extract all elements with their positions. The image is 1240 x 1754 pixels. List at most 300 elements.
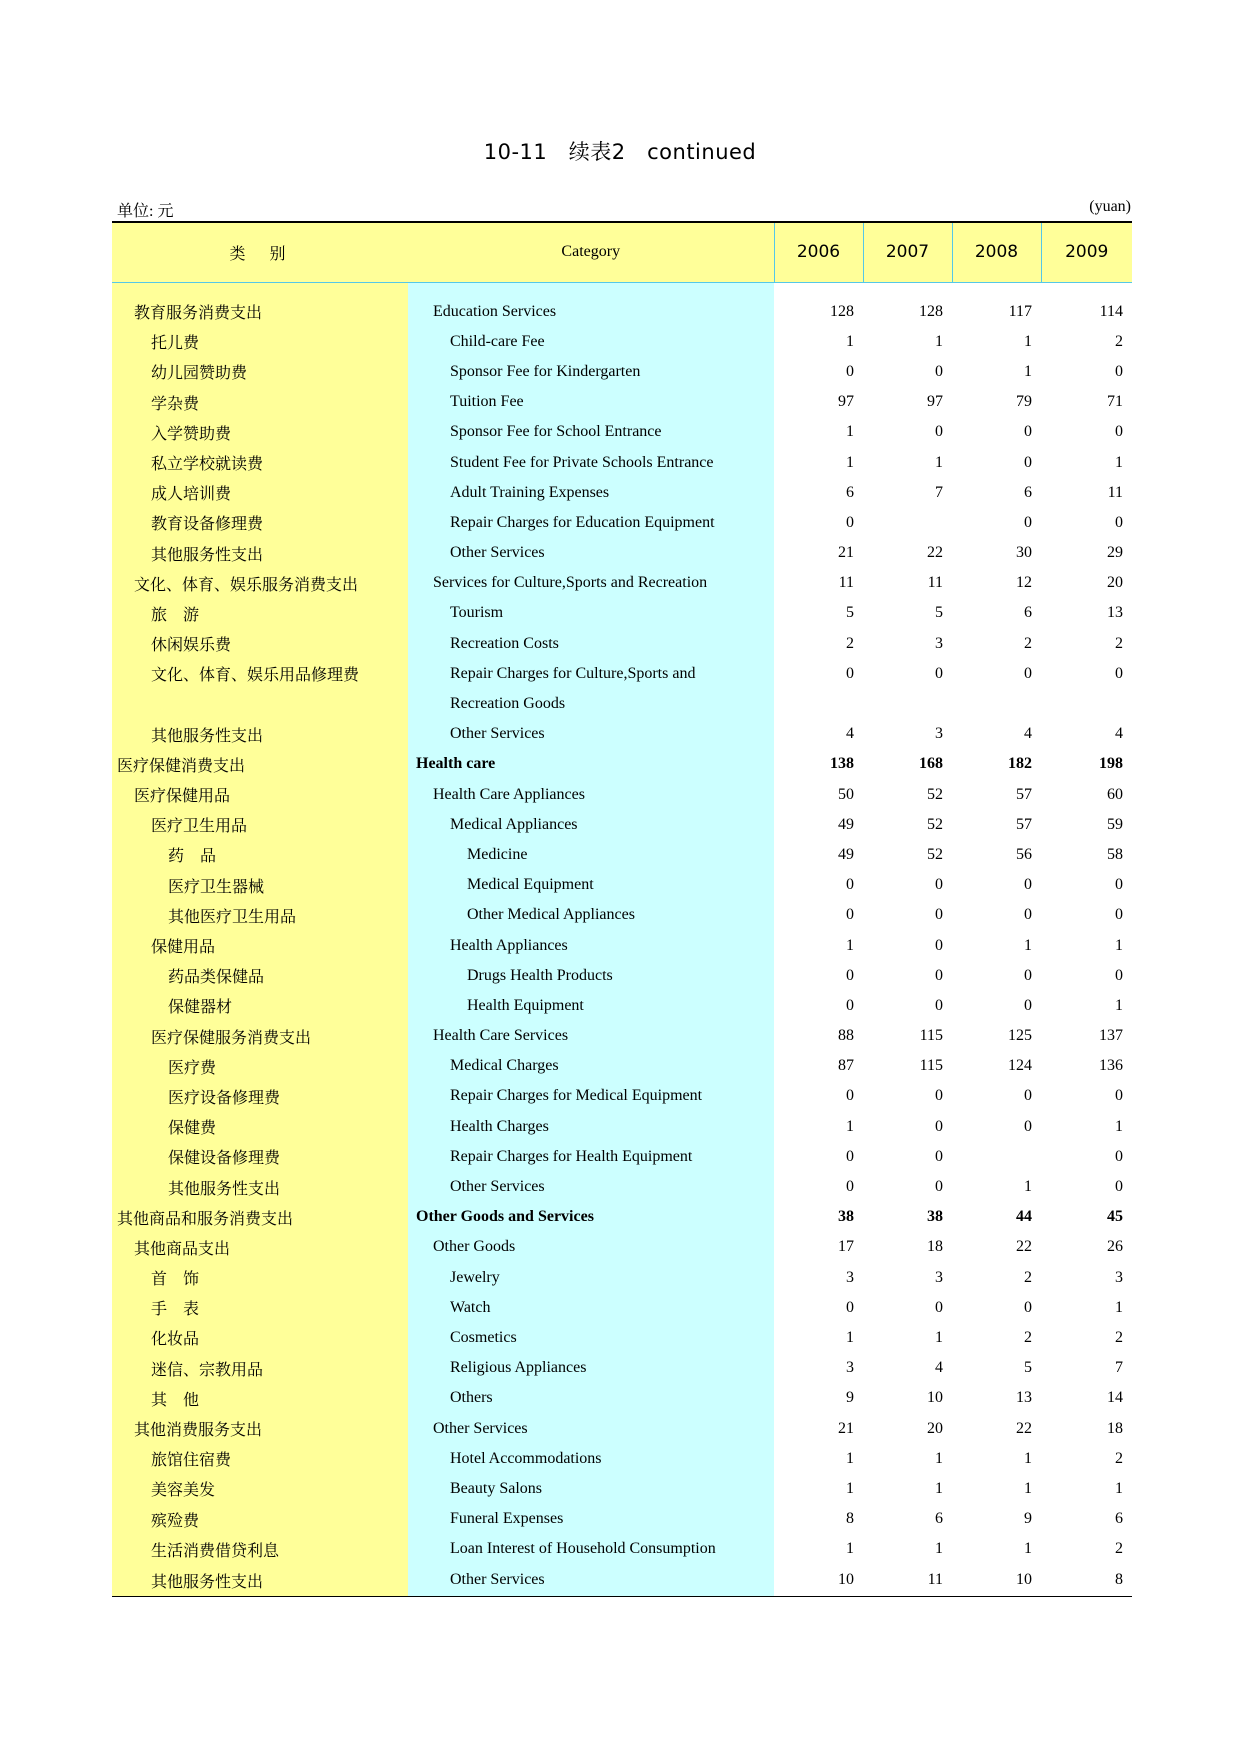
value-2008: 2 — [1024, 1328, 1032, 1346]
category-chinese: 其他商品支出 — [112, 1232, 408, 1262]
value-2009: 18 — [1107, 1419, 1123, 1437]
value-2006: 1 — [846, 1449, 854, 1467]
table-row — [112, 1202, 1132, 1232]
value-2007: 11 — [863, 1564, 952, 1597]
table-row — [112, 447, 1132, 477]
value-2009: 0 — [1115, 1147, 1123, 1165]
value-2007: 0 — [935, 966, 943, 984]
value-2006: 0 — [846, 1147, 854, 1165]
value-2006: 3 — [846, 1268, 854, 1286]
value-2006: 11 — [838, 574, 854, 592]
page-title: 10-11 续表2 continued — [483, 140, 757, 164]
value-2006: 0 — [846, 996, 854, 1014]
value-2008: 1 — [1024, 362, 1032, 380]
value-2009: 1 — [1115, 453, 1123, 471]
value-2009: 11 — [1107, 483, 1123, 501]
value-2007: 115 — [919, 1027, 943, 1045]
value-2006: 1 — [846, 936, 854, 954]
value-2009: 1 — [1115, 1298, 1123, 1316]
header-category-chinese: 类别 — [112, 222, 408, 282]
category-english: Education Services — [408, 297, 774, 327]
category-chinese: 手 表 — [112, 1293, 408, 1323]
table-row — [112, 1142, 1132, 1172]
value-2009: 2 — [1115, 1540, 1123, 1558]
category-english: Other Medical Appliances — [408, 900, 774, 930]
table-row — [112, 900, 1132, 930]
table-row — [112, 810, 1132, 840]
value-2006: 88 — [838, 1027, 854, 1045]
table-row — [112, 689, 1132, 719]
table-row — [112, 1534, 1132, 1564]
category-chinese: 幼儿园赞助费 — [112, 357, 408, 387]
value-2009: 4 — [1115, 725, 1123, 743]
value-2009 — [1041, 689, 1132, 719]
value-2007: 168 — [919, 755, 943, 773]
value-2006: 1 — [846, 1540, 854, 1558]
table-row — [112, 780, 1132, 810]
table-row — [112, 1444, 1132, 1474]
value-2007: 20 — [927, 1419, 943, 1437]
category-chinese: 其他服务性支出 — [112, 1564, 408, 1597]
value-2007: 1 — [935, 1479, 943, 1497]
value-2009: 0 — [1115, 876, 1123, 894]
category-english: Others — [408, 1383, 774, 1413]
category-chinese: 其他服务性支出 — [112, 719, 408, 749]
category-chinese: 其他医疗卫生用品 — [112, 900, 408, 930]
category-english: Services for Culture,Sports and Recreation — [408, 568, 774, 598]
value-2008: 0 — [1024, 423, 1032, 441]
value-2009: 2 — [1115, 634, 1123, 652]
table-row — [112, 961, 1132, 991]
category-chinese: 医疗保健用品 — [112, 780, 408, 810]
value-2008: 1 — [1024, 936, 1032, 954]
header-year-2009: 2009 — [1041, 222, 1132, 282]
table-row — [112, 1353, 1132, 1383]
table-row — [112, 327, 1132, 357]
table-row — [112, 749, 1132, 779]
category-english: Other Services — [408, 1413, 774, 1443]
category-english: Other Services — [408, 1172, 774, 1202]
category-chinese: 医疗保健服务消费支出 — [112, 1021, 408, 1051]
value-2007: 52 — [927, 845, 943, 863]
value-2006: 2 — [846, 634, 854, 652]
value-2007 — [863, 508, 952, 538]
category-english: Health Care Appliances — [408, 780, 774, 810]
value-2007: 0 — [935, 936, 943, 954]
value-2007: 115 — [919, 1057, 943, 1075]
value-2007: 0 — [935, 362, 943, 380]
table-row — [112, 297, 1132, 327]
value-2006: 9 — [846, 1389, 854, 1407]
value-2008: 5 — [1024, 1359, 1032, 1377]
value-2006: 1 — [846, 423, 854, 441]
category-chinese: 保健费 — [112, 1112, 408, 1142]
value-2007: 1 — [935, 453, 943, 471]
header-category-english: Category — [408, 222, 774, 282]
category-english: Health Equipment — [408, 991, 774, 1021]
category-chinese: 文化、体育、娱乐用品修理费 — [112, 659, 408, 689]
value-2009: 7 — [1115, 1359, 1123, 1377]
table-row — [112, 1232, 1132, 1262]
value-2008: 57 — [1016, 785, 1032, 803]
value-2007: 0 — [935, 1117, 943, 1135]
value-2007: 0 — [935, 423, 943, 441]
value-2006: 87 — [838, 1057, 854, 1075]
value-2007: 128 — [919, 302, 943, 320]
category-english: Recreation Goods — [408, 689, 774, 719]
value-2006: 17 — [838, 1238, 854, 1256]
value-2006: 0 — [846, 876, 854, 894]
category-chinese: 旅馆住宿费 — [112, 1444, 408, 1474]
category-english: Adult Training Expenses — [408, 478, 774, 508]
value-2006: 3 — [846, 1359, 854, 1377]
value-2006: 0 — [846, 966, 854, 984]
value-2009: 60 — [1107, 785, 1123, 803]
table-row — [112, 387, 1132, 417]
category-english: Child-care Fee — [408, 327, 774, 357]
value-2008: 0 — [1024, 513, 1032, 531]
unit-label-english: (yuan) — [1089, 198, 1131, 215]
value-2009: 2 — [1115, 332, 1123, 350]
category-chinese: 教育设备修理费 — [112, 508, 408, 538]
value-2009: 26 — [1107, 1238, 1123, 1256]
category-chinese: 首 饰 — [112, 1263, 408, 1293]
table-row — [112, 568, 1132, 598]
value-2009: 2 — [1115, 1449, 1123, 1467]
value-2008: 1 — [1024, 1479, 1032, 1497]
table-row — [112, 659, 1132, 689]
category-chinese: 成人培训费 — [112, 478, 408, 508]
value-2007: 0 — [935, 996, 943, 1014]
category-chinese: 其他消费服务支出 — [112, 1413, 408, 1443]
value-2006: 10 — [774, 1564, 863, 1597]
value-2006: 49 — [838, 815, 854, 833]
value-2009: 1 — [1115, 1479, 1123, 1497]
category-chinese: 殡殓费 — [112, 1504, 408, 1534]
value-2006: 5 — [846, 604, 854, 622]
value-2006: 0 — [846, 1298, 854, 1316]
value-2008: 1 — [1024, 332, 1032, 350]
table-row — [112, 870, 1132, 900]
value-2009: 137 — [1099, 1027, 1123, 1045]
value-2007: 0 — [935, 1087, 943, 1105]
value-2009: 2 — [1115, 1328, 1123, 1346]
value-2007: 3 — [935, 634, 943, 652]
category-english: Medical Appliances — [408, 810, 774, 840]
value-2006: 38 — [838, 1208, 854, 1226]
category-english: Other Goods and Services — [408, 1202, 774, 1232]
category-chinese: 保健用品 — [112, 930, 408, 960]
category-english: Sponsor Fee for Kindergarten — [408, 357, 774, 387]
category-english: Other Goods — [408, 1232, 774, 1262]
value-2008: 12 — [1016, 574, 1032, 592]
category-english: Recreation Costs — [408, 629, 774, 659]
value-2008 — [952, 1142, 1041, 1172]
value-2006: 1 — [846, 332, 854, 350]
value-2009: 71 — [1107, 393, 1123, 411]
value-2007: 97 — [927, 393, 943, 411]
value-2009: 1 — [1115, 1117, 1123, 1135]
value-2007: 1 — [935, 1449, 943, 1467]
table-row — [112, 1293, 1132, 1323]
category-chinese: 医疗设备修理费 — [112, 1081, 408, 1111]
value-2009: 20 — [1107, 574, 1123, 592]
category-english: Other Services — [408, 719, 774, 749]
value-2008: 22 — [1016, 1238, 1032, 1256]
value-2008: 182 — [1008, 755, 1032, 773]
value-2007: 1 — [935, 1540, 943, 1558]
value-2006: 138 — [830, 755, 854, 773]
value-2006: 1 — [846, 1117, 854, 1135]
category-chinese: 学杂费 — [112, 387, 408, 417]
category-chinese: 休闲娱乐费 — [112, 629, 408, 659]
category-chinese: 托儿费 — [112, 327, 408, 357]
category-english: Repair Charges for Education Equipment — [408, 508, 774, 538]
category-english: Repair Charges for Health Equipment — [408, 1142, 774, 1172]
table-row — [112, 991, 1132, 1021]
value-2008: 10 — [952, 1564, 1041, 1597]
category-english: Watch — [408, 1293, 774, 1323]
value-2007: 5 — [935, 604, 943, 622]
category-english: Drugs Health Products — [408, 961, 774, 991]
value-2008: 117 — [1008, 302, 1032, 320]
value-2006: 21 — [838, 544, 854, 562]
category-chinese: 医疗保健消费支出 — [112, 749, 408, 779]
value-2006: 4 — [846, 725, 854, 743]
value-2008: 1 — [1024, 1178, 1032, 1196]
value-2008: 30 — [1016, 544, 1032, 562]
table-row — [112, 417, 1132, 447]
value-2006: 0 — [846, 1178, 854, 1196]
value-2009: 198 — [1099, 755, 1123, 773]
category-english: Student Fee for Private Schools Entrance — [408, 447, 774, 477]
value-2006: 1 — [846, 1328, 854, 1346]
spacer-row — [112, 282, 1132, 297]
value-2006: 21 — [838, 1419, 854, 1437]
value-2008: 4 — [1024, 725, 1032, 743]
category-chinese: 美容美发 — [112, 1474, 408, 1504]
value-2009: 1 — [1115, 996, 1123, 1014]
value-2008: 57 — [1016, 815, 1032, 833]
value-2009: 45 — [1107, 1208, 1123, 1226]
category-english: Health Appliances — [408, 930, 774, 960]
header-year-2008: 2008 — [952, 222, 1041, 282]
table-row — [112, 1504, 1132, 1534]
table-body — [112, 282, 1132, 1597]
value-2008: 1 — [1024, 1540, 1032, 1558]
category-chinese: 入学赞助费 — [112, 417, 408, 447]
category-english: Beauty Salons — [408, 1474, 774, 1504]
value-2008: 0 — [1024, 1087, 1032, 1105]
table-row — [112, 1323, 1132, 1353]
value-2009: 0 — [1115, 1087, 1123, 1105]
table-row — [112, 1474, 1132, 1504]
category-chinese: 生活消费借贷利息 — [112, 1534, 408, 1564]
value-2009: 0 — [1115, 423, 1123, 441]
value-2006: 1 — [846, 1479, 854, 1497]
value-2008: 0 — [1024, 876, 1032, 894]
table-row — [112, 508, 1132, 538]
value-2008: 0 — [1024, 996, 1032, 1014]
header-year-2006: 2006 — [774, 222, 863, 282]
value-2007: 0 — [935, 906, 943, 924]
value-2009: 13 — [1107, 604, 1123, 622]
value-2007: 1 — [935, 332, 943, 350]
category-chinese: 文化、体育、娱乐服务消费支出 — [112, 568, 408, 598]
value-2009: 0 — [1115, 513, 1123, 531]
table-row — [112, 1263, 1132, 1293]
table-row — [112, 1081, 1132, 1111]
value-2008: 44 — [1016, 1208, 1032, 1226]
table-row — [112, 1413, 1132, 1443]
value-2008: 6 — [1024, 604, 1032, 622]
value-2008: 2 — [1024, 634, 1032, 652]
value-2007: 6 — [935, 1510, 943, 1528]
value-2006: 0 — [846, 513, 854, 531]
table-row — [112, 357, 1132, 387]
category-english: Funeral Expenses — [408, 1504, 774, 1534]
category-english: Repair Charges for Culture,Sports and — [408, 659, 774, 689]
category-english: Loan Interest of Household Consumption — [408, 1534, 774, 1564]
header-row — [112, 222, 1132, 282]
category-english: Sponsor Fee for School Entrance — [408, 417, 774, 447]
value-2006: 8 — [846, 1510, 854, 1528]
category-chinese: 旅 游 — [112, 598, 408, 628]
value-2009: 14 — [1107, 1389, 1123, 1407]
category-english: Tuition Fee — [408, 387, 774, 417]
value-2007: 4 — [935, 1359, 943, 1377]
value-2007: 0 — [935, 1298, 943, 1316]
table-row — [112, 629, 1132, 659]
table-row — [112, 1383, 1132, 1413]
value-2007: 38 — [927, 1208, 943, 1226]
category-chinese: 私立学校就读费 — [112, 447, 408, 477]
table-row — [112, 1021, 1132, 1051]
table-row — [112, 478, 1132, 508]
value-2008: 9 — [1024, 1510, 1032, 1528]
value-2009: 0 — [1115, 966, 1123, 984]
category-chinese: 其他商品和服务消费支出 — [112, 1202, 408, 1232]
category-english: Medical Charges — [408, 1051, 774, 1081]
table-row — [112, 930, 1132, 960]
category-english: Other Services — [408, 538, 774, 568]
category-chinese: 迷信、宗教用品 — [112, 1353, 408, 1383]
value-2008: 0 — [1024, 966, 1032, 984]
value-2009: 6 — [1115, 1510, 1123, 1528]
table-row — [112, 538, 1132, 568]
value-2009: 0 — [1115, 362, 1123, 380]
category-english: Cosmetics — [408, 1323, 774, 1353]
value-2009: 1 — [1115, 936, 1123, 954]
category-chinese — [112, 689, 408, 719]
value-2009: 58 — [1107, 845, 1123, 863]
value-2008: 0 — [1024, 906, 1032, 924]
unit-label: 单位: 元 — [117, 203, 174, 220]
category-english: Medical Equipment — [408, 870, 774, 900]
value-2009: 3 — [1115, 1268, 1123, 1286]
value-2008: 13 — [1016, 1389, 1032, 1407]
table-row — [112, 1051, 1132, 1081]
value-2007: 3 — [935, 725, 943, 743]
value-2006: 97 — [838, 393, 854, 411]
category-english: Health Care Services — [408, 1021, 774, 1051]
category-english: Health care — [408, 749, 774, 779]
category-english: Jewelry — [408, 1263, 774, 1293]
table-row — [112, 1564, 1132, 1597]
category-chinese: 其他服务性支出 — [112, 538, 408, 568]
category-chinese: 保健设备修理费 — [112, 1142, 408, 1172]
table-row — [112, 598, 1132, 628]
value-2006: 6 — [846, 483, 854, 501]
value-2008: 124 — [1008, 1057, 1032, 1075]
value-2007: 22 — [927, 544, 943, 562]
category-chinese: 保健器材 — [112, 991, 408, 1021]
value-2006: 1 — [846, 453, 854, 471]
category-chinese: 药 品 — [112, 840, 408, 870]
category-english: Hotel Accommodations — [408, 1444, 774, 1474]
value-2008: 0 — [1024, 1298, 1032, 1316]
value-2007: 7 — [935, 483, 943, 501]
category-chinese: 化妆品 — [112, 1323, 408, 1353]
value-2008: 2 — [1024, 1268, 1032, 1286]
category-chinese: 医疗卫生器械 — [112, 870, 408, 900]
value-2008: 125 — [1008, 1027, 1032, 1045]
category-english: Religious Appliances — [408, 1353, 774, 1383]
category-english: Health Charges — [408, 1112, 774, 1142]
table-row — [112, 719, 1132, 749]
value-2008 — [952, 689, 1041, 719]
expenditure-table — [112, 221, 1132, 1597]
category-chinese: 其 他 — [112, 1383, 408, 1413]
value-2009: 136 — [1099, 1057, 1123, 1075]
value-2008: 22 — [1016, 1419, 1032, 1437]
value-2007: 10 — [927, 1389, 943, 1407]
value-2008: 1 — [1024, 1449, 1032, 1467]
value-2008: 6 — [1024, 483, 1032, 501]
category-chinese: 教育服务消费支出 — [112, 297, 408, 327]
value-2007: 18 — [927, 1238, 943, 1256]
value-2009: 114 — [1099, 302, 1123, 320]
value-2009: 0 — [1115, 1178, 1123, 1196]
category-english: Other Services — [408, 1564, 774, 1597]
table-row — [112, 840, 1132, 870]
value-2009: 29 — [1107, 544, 1123, 562]
value-2007: 0 — [935, 1147, 943, 1165]
value-2009: 0 — [1115, 906, 1123, 924]
value-2008: 0 — [1024, 1117, 1032, 1135]
category-english: Tourism — [408, 598, 774, 628]
value-2008: 0 — [1024, 453, 1032, 471]
value-2007: 0 — [935, 664, 943, 682]
table-row — [112, 1112, 1132, 1142]
table-row — [112, 1172, 1132, 1202]
value-2006: 0 — [846, 1087, 854, 1105]
value-2007: 0 — [935, 876, 943, 894]
header-year-2007: 2007 — [863, 222, 952, 282]
value-2006: 50 — [838, 785, 854, 803]
value-2007 — [863, 689, 952, 719]
value-2006: 0 — [846, 664, 854, 682]
value-2009: 0 — [1115, 664, 1123, 682]
value-2006: 0 — [846, 906, 854, 924]
value-2007: 11 — [927, 574, 943, 592]
value-2006 — [774, 689, 863, 719]
value-2006: 128 — [830, 302, 854, 320]
value-2008: 79 — [1016, 393, 1032, 411]
value-2006: 49 — [838, 845, 854, 863]
category-chinese: 医疗卫生用品 — [112, 810, 408, 840]
value-2007: 3 — [935, 1268, 943, 1286]
